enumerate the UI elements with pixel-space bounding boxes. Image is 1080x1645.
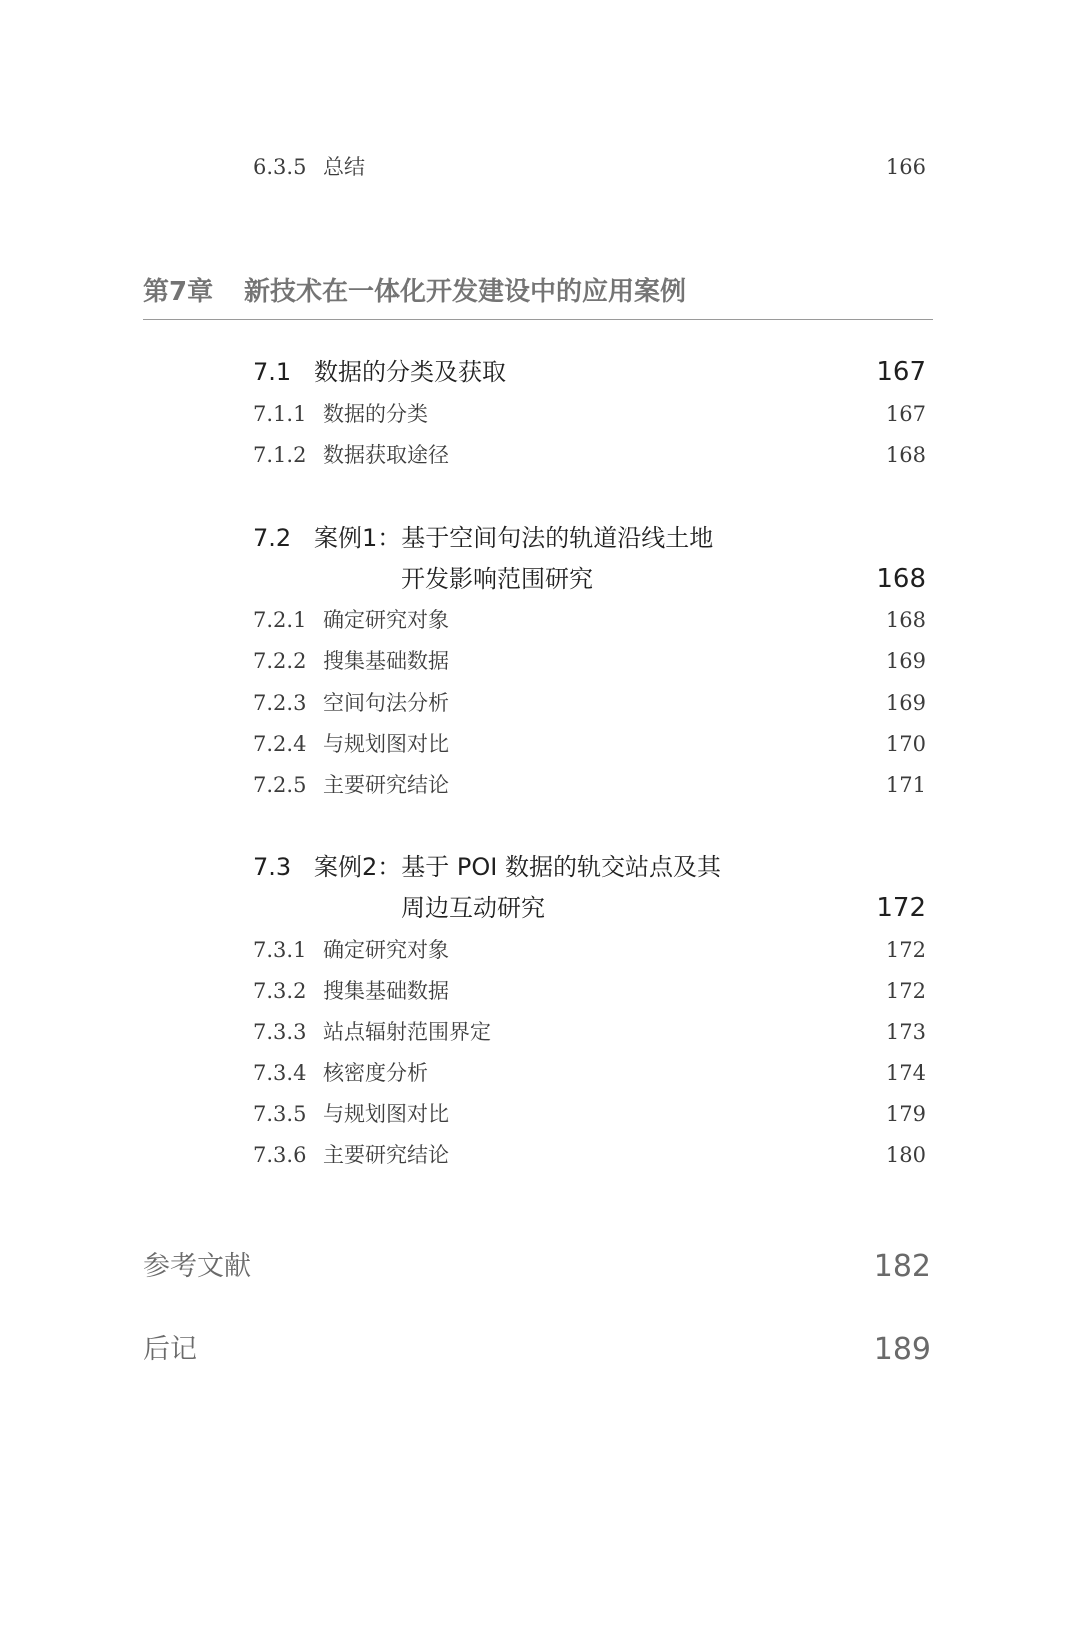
entry-title: 数据获取途径: [323, 443, 449, 467]
entry-number: 7.1.1: [253, 402, 307, 426]
entry-number: 6.3.5: [253, 155, 307, 179]
entry-page: 172: [885, 979, 926, 1003]
toc-entry-7-1-1: [0, 396, 1080, 432]
toc-entry-7-2-4: [0, 726, 1080, 762]
back-matter-title: 后记: [143, 1334, 197, 1365]
toc-section-7-1: [0, 354, 1080, 390]
entry-page: 171: [885, 773, 926, 797]
section-number: 7.2: [253, 524, 292, 552]
entry-title: 空间句法分析: [323, 691, 449, 715]
toc-entry-7-1-2: [0, 437, 1080, 473]
toc-entry-7-3-6: [0, 1137, 1080, 1173]
section-title-line2: 周边互动研究: [401, 894, 545, 922]
entry-number: 7.3.5: [253, 1102, 307, 1126]
entry-title: 总结: [323, 155, 365, 179]
entry-page: 168: [885, 608, 926, 632]
toc-entry-7-3-3: [0, 1014, 1080, 1050]
entry-number: 7.3.6: [253, 1143, 307, 1167]
section-title-line2: 开发影响范围研究: [401, 565, 593, 593]
toc-afterword: [0, 1330, 1080, 1370]
entry-title: 搜集基础数据: [323, 979, 449, 1003]
entry-page: 169: [885, 691, 926, 715]
chapter-title: 新技术在一体化开发建设中的应用案例: [244, 277, 687, 307]
toc-entry-7-3-2: [0, 973, 1080, 1009]
chapter-heading: [0, 274, 1080, 310]
entry-title: 确定研究对象: [323, 608, 449, 632]
back-matter-page: 182: [873, 1249, 931, 1284]
section-title-line1: 案例2：基于 POI 数据的轨交站点及其: [314, 853, 721, 881]
toc-section-7-2-continued: [0, 561, 1080, 597]
toc-section-7-3-continued: [0, 890, 1080, 926]
entry-page: 180: [885, 1143, 926, 1167]
section-page: 168: [876, 564, 926, 594]
entry-page: 170: [885, 732, 926, 756]
entry-title: 数据的分类: [323, 402, 428, 426]
chapter-label: 第7章: [143, 277, 214, 307]
entry-number: 7.2.2: [253, 649, 307, 673]
entry-title: 核密度分析: [323, 1061, 428, 1085]
section-number: 7.1: [253, 358, 292, 386]
toc-entry-7-3-1: [0, 932, 1080, 968]
entry-page: 173: [885, 1020, 926, 1044]
entry-title: 主要研究结论: [323, 773, 449, 797]
toc-entry-6-3-5: [0, 149, 1080, 185]
entry-number: 7.3.3: [253, 1020, 307, 1044]
section-number: 7.3: [253, 853, 292, 881]
back-matter-title: 参考文献: [143, 1251, 251, 1282]
section-title: 数据的分类及获取: [314, 358, 506, 386]
chapter-divider: [143, 319, 933, 320]
toc-entry-7-2-1: [0, 602, 1080, 638]
entry-number: 7.2.5: [253, 773, 307, 797]
entry-number: 7.3.1: [253, 938, 307, 962]
entry-title: 站点辐射范围界定: [323, 1020, 491, 1044]
section-page: 172: [876, 893, 926, 923]
entry-title: 搜集基础数据: [323, 649, 449, 673]
toc-references: [0, 1247, 1080, 1287]
toc-entry-7-3-4: [0, 1055, 1080, 1091]
entry-page: 174: [885, 1061, 926, 1085]
toc-entry-7-3-5: [0, 1096, 1080, 1132]
entry-number: 7.3.4: [253, 1061, 307, 1085]
toc-entry-7-2-3: [0, 685, 1080, 721]
entry-page: 167: [885, 402, 926, 426]
entry-title: 主要研究结论: [323, 1143, 449, 1167]
entry-number: 7.1.2: [253, 443, 307, 467]
entry-page: 166: [885, 155, 926, 179]
entry-number: 7.2.3: [253, 691, 307, 715]
entry-number: 7.2.4: [253, 732, 307, 756]
entry-title: 确定研究对象: [323, 938, 449, 962]
entry-page: 168: [885, 443, 926, 467]
entry-page: 172: [885, 938, 926, 962]
back-matter-page: 189: [873, 1332, 931, 1367]
entry-number: 7.2.1: [253, 608, 307, 632]
entry-number: 7.3.2: [253, 979, 307, 1003]
toc-entry-7-2-5: [0, 767, 1080, 803]
toc-section-7-3: [0, 849, 1080, 885]
section-page: 167: [876, 357, 926, 387]
toc-entry-7-2-2: [0, 643, 1080, 679]
entry-page: 169: [885, 649, 926, 673]
entry-page: 179: [885, 1102, 926, 1126]
entry-title: 与规划图对比: [323, 1102, 449, 1126]
entry-title: 与规划图对比: [323, 732, 449, 756]
toc-section-7-2: [0, 520, 1080, 556]
section-title-line1: 案例1：基于空间句法的轨道沿线土地: [314, 524, 714, 552]
